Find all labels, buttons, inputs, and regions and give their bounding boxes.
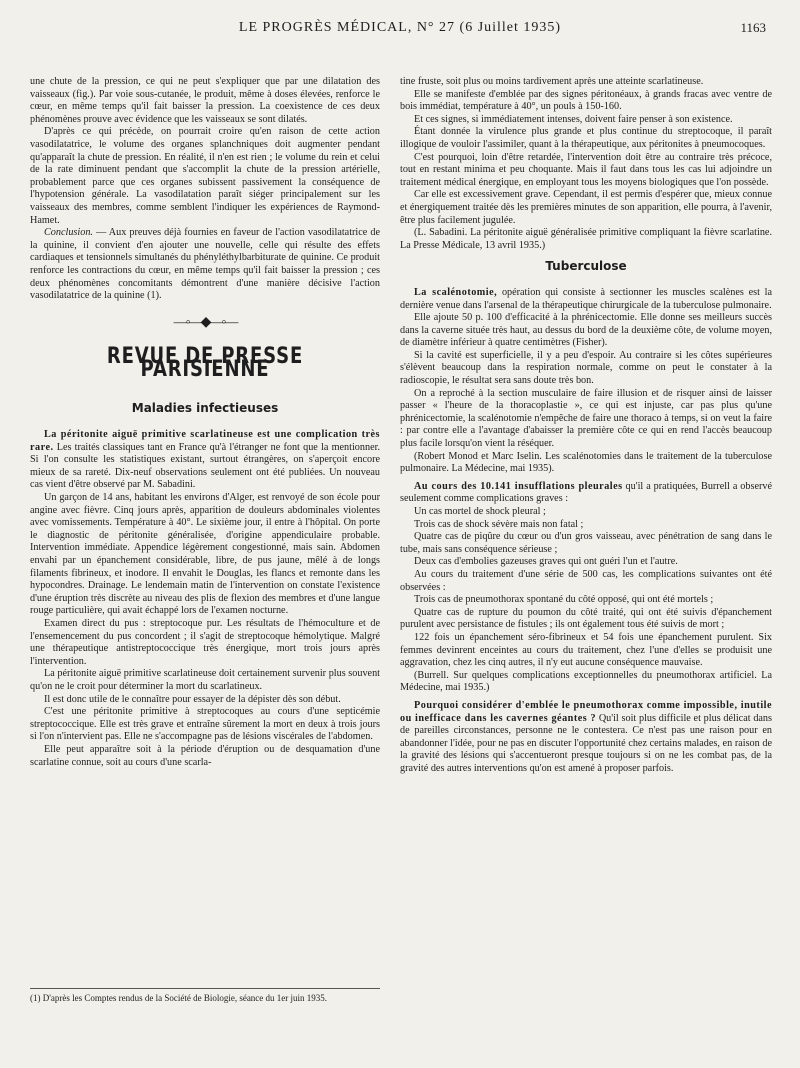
separator-ornament: —◦—◆—◦— [173, 314, 237, 330]
list-item: Quatre cas de piqûre du cœur ou d'un gros vaisseau, avec pénétration de sang dans le tube, mais sans conséquence sérieuse ; [400, 531, 772, 555]
conclusion-text: — Aux preuves déjà fournies en faveur de l'action vasodilatatrice de la quinine, il convient d'en ajouter une nouvelle, celle qui résulte des effets cardiaques et tensionnels simultanés du phényléthylbarbiturate de quinine. Ce produit renforce les contractions du cœur, en même temps qu'il fait baisser la pression ; ces deux phénomènes concomitants démontrent d'une manière décisive l'action vasodilatatrice de la quinine (1). [30, 227, 380, 302]
section-heading-maladies: Maladies infectieuses [131, 401, 279, 416]
paragraph: Si la cavité est superficielle, il y a peu d'espoir. Au contraire si les côtes supérieures s'élèvent beaucoup dans la respiration normale, comme on peut le constater à la radioscopie, le résultat sera sans doute très bon. [400, 349, 772, 387]
section-heading-tuberculose: Tuberculose [545, 259, 627, 274]
lead-text: Pourquoi considérer d'emblée le pneumothorax comme impossible, inutile ou inefficace dans les cavernes géantes ? [400, 699, 772, 724]
page-header [28, 20, 772, 40]
paragraph: Étant donnée la virulence plus grande et plus continue du streptocoque, il paraît illogique de vouloir l'assimiler, quant à la thérapeutique, aux péritonites à pneumocoques. [400, 126, 772, 150]
footnote: (1) D'après les Comptes rendus de la Société de Biologie, séance du 1er juin 1935. [30, 988, 380, 1004]
paragraph-text: Les traités classiques tant en France qu'à l'étranger ne font que la mentionner. Si l'on consulte les statistiques existant, surtout étrangères, on s'aperçoit encore mieux de sa rareté. Dix-neuf observations seulement ont été publiées. Un nouveau cas vient d'être observé par M. Sabadini. [30, 441, 380, 491]
paragraph [400, 700, 772, 776]
paragraph: Et ces signes, si immédiatement intenses, doivent faire penser à son existence. [414, 113, 733, 125]
paragraph-text: Qu'il soit plus difficile et plus délicat dans de pareilles circonstances, personne ne le contestera. Ce n'est pas une raison pour en abandonner l'idée, pour ne pas en discuter l'opportunité chez certains malades, en raison de la gravité des lésions qui s'accentueront presque toujours si on ne les combat pas, de la gravité des autres interventions qu'on est amené à proposer parfois. [400, 712, 772, 774]
conclusion-label: Conclusion. [44, 227, 93, 239]
list-item: 122 fois un épanchement séro-fibrineux et 54 fois une épanchement purulent. Six femmes devinrent enceintes au cours du traitement, chez l'une d'elles se produisit une aggravation, chez les cinq autres, il n'y eut aucune conséquence mauvaise. [400, 631, 772, 669]
paragraph: une chute de la pression, ce qui ne peut s'expliquer que par une dilatation des vaisseaux (fig.). Par voie sous-cutanée, le produit, même à doses élevées, renforce le cœur, en même temps qu'il fait baisser la pression. La coexistence de ces deux phénomènes prouve avec évidence que les vaisseaux se sont dilatés. [30, 76, 380, 125]
paragraph: Elle peut apparaître soit à la période d'éruption ou de desquamation d'une scarlatine connue, soit au cours d'une scarla- [30, 743, 380, 768]
citation: (L. Sabadini. La péritonite aiguë généralisée primitive compliquant la fièvre scarlatine. La Presse Médicale, 13 avril 1935.) [400, 227, 772, 251]
paragraph: On a reproché à la section musculaire de faire illusion et de risquer ainsi de laisser passer « l'heure de la thoracoplastie », ce qui est injuste, car pas plus qu'une phrénicectomie, la scalénotomie n'empêche de faire une thoraco à temps, si on veut la faire : par contre elle a l'avantage d'abaisser la première côte ce qui en rend l'accès beaucoup plus facile lorsqu'on vient la réséquer. [400, 387, 772, 450]
paragraph: tine fruste, soit plus ou moins tardivement après une atteinte scarlatineuse. [400, 76, 704, 87]
paragraph: Examen direct du pus : streptocoque pur. Les résultats de l'hémoculture et de l'ensemencement du pus concordent ; il s'agit de streptocoque hémolytique. Malgré une thérapeutique antistreptococcique très énergique, mort trois jours après l'intervention. [30, 617, 380, 667]
lead-text: La scalénotomie, [414, 286, 498, 298]
paragraph: Au cours du traitement d'une série de 500 cas, les complications suivantes ont été observées : [400, 568, 772, 593]
paragraph: Car elle est excessivement grave. Cependant, il est permis d'espérer que, mieux connue et énergiquement traitée dès les premières minutes de son apparition, elle pourra, à l'avenir, être plus facilement jugulée. [400, 189, 772, 226]
left-column [30, 76, 380, 769]
paragraph: C'est une péritonite primitive à streptocoques au cours d'une septicémie streptococcique. Elle est très grave et entraîne sûrement la mort en deux à trois jours si l'on n'intervient pas. Elle ne s'accompagne pas de lésions viscérales de l'abdomen. [30, 706, 380, 743]
list-item: Trois cas de pneumothorax spontané du côté opposé, qui ont été mortels ; [414, 594, 714, 606]
list-item: Deux cas d'embolies gazeuses graves qui ont guéri l'un et l'autre. [414, 556, 678, 568]
paragraph: Elle ajoute 50 p. 100 d'efficacité à la phrénicectomie. Elle donne ses meilleurs succès dans la caverne située très haut, au dessus du bord de la deuxième côte, de volume moyen, de diamètre inférieur à quatre centimètres (Fisher). [400, 312, 772, 349]
citation: (Robert Monod et Marc Iselin. Les scalénotomies dans le traitement de la tuberculose pulmonaire. La Médecine, mai 1935). [400, 450, 772, 475]
citation: (Burrell. Sur quelques complications exceptionnelles du pneumothorax artificiel. La Médecine, mai 1935.) [400, 669, 772, 694]
conclusion-paragraph [30, 227, 380, 303]
paragraph [400, 481, 772, 506]
paragraph: Il est donc utile de le connaître pour essayer de la dépister dès son début. [44, 693, 341, 705]
paragraph [400, 287, 772, 312]
lead-text: La péritonite aiguë primitive scarlatineuse est une complication très rare. [30, 429, 380, 453]
journal-title: LE PROGRÈS MÉDICAL, N° 27 (6 Juillet 1935) [238, 20, 562, 35]
paragraph-text: qu'il a pratiquées, Burrell a observé seulement comme complications graves : [400, 480, 772, 505]
list-item: Quatre cas de rupture du poumon du côté traité, qui ont été suivis d'épanchement purulent avec persistance de fistules ; ils ont également tous été suivis de mort ; [400, 606, 772, 631]
paragraph-text: opération qui consiste à sectionner les muscles scalènes est la dernière venue dans l'arsenal de la thérapeutique chirurgicale de la tuberculose pulmonaire. [400, 286, 773, 311]
list-item: Un cas mortel de shock pleural ; [414, 506, 546, 517]
lead-text: Au cours des 10.141 insufflations pleurales [414, 480, 623, 492]
paragraph: Elle se manifeste d'emblée par des signes péritonéaux, à grands fracas avec ventre de bois immédiat, température à 40°, un pouls à 150-160. [400, 88, 772, 113]
paragraph: D'après ce qui précède, on pourrait croire qu'en raison de cette action vasodilatatrice, le volume des organes splanchniques doit augmenter pendant qu'apparaît la chute de pression. En réalité, il n'en est rien ; le volume du rein et celui de la rate diminuent pendant que s'accomplit la chute de la pression artérielle, probablement parce que ces organes subissent passivement la conséquence de l'hypotension générale. La vasodilatation paraît siéger principalement sur les vaisseaux des membres, comme semblent l'indiquer les expériences de Raymond-Hamet. [30, 126, 380, 226]
paragraph: Un garçon de 14 ans, habitant les environs d'Alger, est renvoyé de son école pour angine avec fièvre. Cinq jours après, apparition de douleurs abdominales violentes avec vomissements. Température à 40°. Le sixième jour, il entre à l'hôpital. On porte le diagnostic de péritonite généralisée, d'origine appendiculaire probable. Intervention immédiate. Appendice légèrement congestionné, mais sain. Abdomen envahi par un épanchement considérable, libre, de pus jaune, mêlé à de longs filaments fibrineux, et inodore. Il envahit le Douglas, les flancs et remonte dans les hypocondres. Drainage. Le lendemain matin de l'intervention on constate l'existence d'une éruption très discrète au niveau des plis de flexion des membres et d'une langue rouge particulière, qui avait échappé lors de l'examen nocturne. [30, 492, 380, 617]
list-item: Trois cas de shock sévère mais non fatal ; [414, 518, 584, 530]
paragraph: C'est pourquoi, loin d'être retardée, l'intervention doit être au contraire très précoce, tout en restant minima et peu choquante. Mais il faut dans tous les cas lui adjoindre un traitement médical énergique, en employant tous les moyens biologiques que l'on possède. [400, 151, 772, 188]
paragraph [30, 429, 380, 492]
revue-title: REVUE DE PRESSE PARISIENNE [106, 344, 304, 382]
page-number: 1163 [740, 20, 766, 35]
paragraph: La péritonite aiguë primitive scarlatineuse doit certainement survenir plus souvent qu'on ne le croit pour déterminer la mort du scarlatineux. [30, 668, 380, 692]
right-column [400, 76, 772, 775]
